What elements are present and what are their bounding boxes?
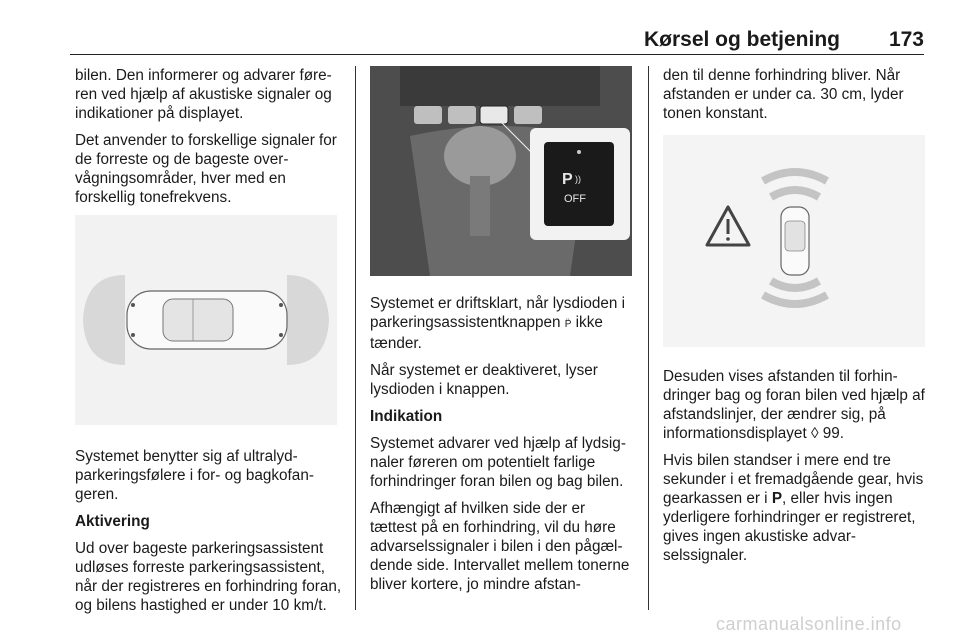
column-divider: [648, 66, 649, 610]
page-title: Kørsel og betjening: [643, 28, 840, 51]
column-2: [370, 66, 636, 602]
paragraph: Ud over bageste parkeringsassistent udløses forreste parkeringsassistent, når der registreres en forhindring foran, og bilens hastighed er under 10 km/t.: [75, 540, 342, 614]
gear-p: P: [771, 490, 783, 507]
column-divider: [355, 66, 356, 610]
svg-text:)): )): [575, 174, 581, 184]
sensor-zones-illustration: [75, 215, 337, 425]
paragraph: Systemet benytter sig af ultralydparkeringsfølere i for- og bagkofangeren.: [75, 448, 314, 503]
page-number: 173: [888, 28, 924, 51]
paragraph: den til denne forhindring bliver. Når afstanden er under ca. 30 cm, lyder tonen konstant.: [663, 67, 904, 122]
park-assist-icon: P̈: [564, 319, 572, 330]
section-heading: Aktivering: [75, 513, 150, 530]
paragraph: Systemet advarer ved hjælp af lydsignaler føreren om potentielt farlige forhindringer foran bilen og bag bilen.: [370, 435, 626, 490]
column-1: [75, 66, 343, 623]
paragraph: Desuden vises afstanden til forhindringer bag og foran bilen ved hjælp af afstandslinjer, der ændrer sig, på informationsdisplayet ◊ 99.: [663, 368, 925, 442]
watermark: carmanualsonline.info: [716, 614, 902, 634]
paragraph: Systemet er driftsklart, når lysdioden i parkeringsassistentknappen P̈ ikke tænder.: [370, 295, 626, 352]
page-header: [70, 26, 924, 55]
section-heading: Indikation: [370, 408, 443, 425]
paragraph: bilen. Den informerer og advarer føreren ved hjælp af akustiske signaler og indikationer på displayet.: [75, 67, 332, 122]
park-assist-icon: P: [562, 171, 573, 188]
car-top-view-icon: [781, 207, 809, 275]
off-label: OFF: [564, 193, 586, 205]
distance-display-illustration: [663, 135, 925, 347]
car-top-view-icon: [127, 291, 287, 349]
paragraph: Afhængigt af hvilken side der er tættest på en forhindring, vil du høre advarselssignaler i bilen i den pågældende side. Intervallet mellem tonerne bliver kortere, jo mindre afstan-: [370, 500, 630, 593]
column-3: [663, 66, 933, 573]
paragraph: Hvis bilen standser i mere end tre sekunder i et fremadgående gear, hvis gearkassen er i P, eller hvis ingen yderligere forhindringer er registreret, gives ingen akustiske advarselssignaler.: [663, 452, 924, 564]
paragraph: Det anvender to forskellige signaler for de forreste og de bageste overvågningsområder, hver med en forskellig tonefrekvens.: [75, 132, 337, 206]
paragraph: Når systemet er deaktiveret, lyser lysdioden i knappen.: [370, 362, 598, 398]
console-button-photo: [370, 66, 632, 276]
park-assist-button: [544, 142, 614, 226]
